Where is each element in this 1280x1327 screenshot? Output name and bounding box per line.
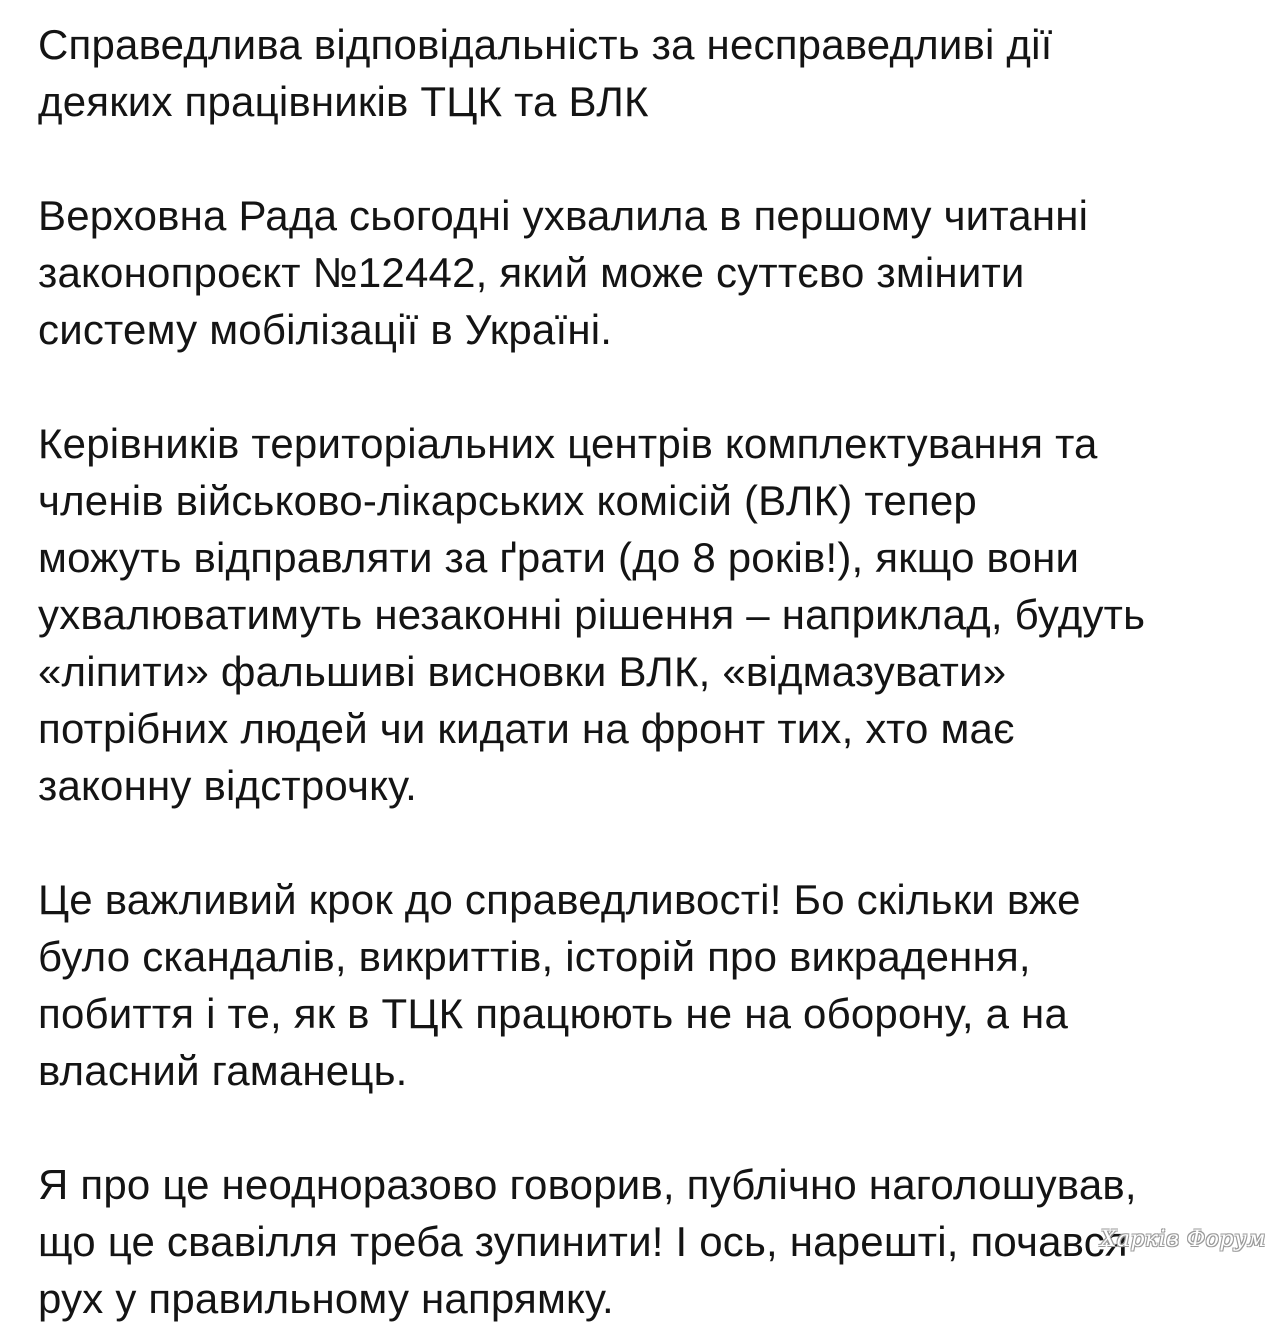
text-line: що це свавілля треба зупинити! І ось, нарешті, почався [38, 1218, 1128, 1265]
text-line: законну відстрочку. [38, 762, 418, 809]
text-line: систему мобілізації в Україні. [38, 306, 613, 353]
text-line: законопроєкт №12442, який може суттєво змінити [38, 249, 1025, 296]
text-line: Верховна Рада сьогодні ухвалила в першому читанні [38, 192, 1089, 239]
text-line: членів військово-лікарських комісій (ВЛК) тепер [38, 477, 977, 524]
text-line: потрібних людей чи кидати на фронт тих, хто має [38, 705, 1015, 752]
text-line: Я про це неодноразово говорив, публічно наголошував, [38, 1161, 1137, 1208]
paragraph [38, 187, 1268, 358]
document-body [38, 16, 1268, 1327]
paragraph [38, 415, 1268, 814]
text-line: Це важливий крок до справедливості! Бо скільки вже [38, 876, 1081, 923]
text-line: «ліпити» фальшиві висновки ВЛК, «відмазувати» [38, 648, 1007, 695]
watermark: Харків Форум [1100, 1227, 1266, 1252]
text-line: власний гаманець. [38, 1047, 408, 1094]
text-line: Керівників територіальних центрів комплектування та [38, 420, 1098, 467]
text-line: Справедлива відповідальність за несправедливі дії [38, 21, 1053, 68]
paragraph [38, 871, 1268, 1099]
text-line: побиття і те, як в ТЦК працюють не на оборону, а на [38, 990, 1069, 1037]
text-line: ухвалюватимуть незаконні рішення – наприклад, будуть [38, 591, 1146, 638]
paragraph [38, 1156, 1268, 1327]
text-line: деяких працівників ТЦК та ВЛК [38, 78, 649, 125]
text-line: можуть відправляти за ґрати (до 8 років!), якщо вони [38, 534, 1080, 581]
text-line: рух у правильному напрямку. [38, 1275, 614, 1322]
paragraph-title [38, 16, 1268, 130]
text-line: було скандалів, викриттів, історій про викрадення, [38, 933, 1031, 980]
